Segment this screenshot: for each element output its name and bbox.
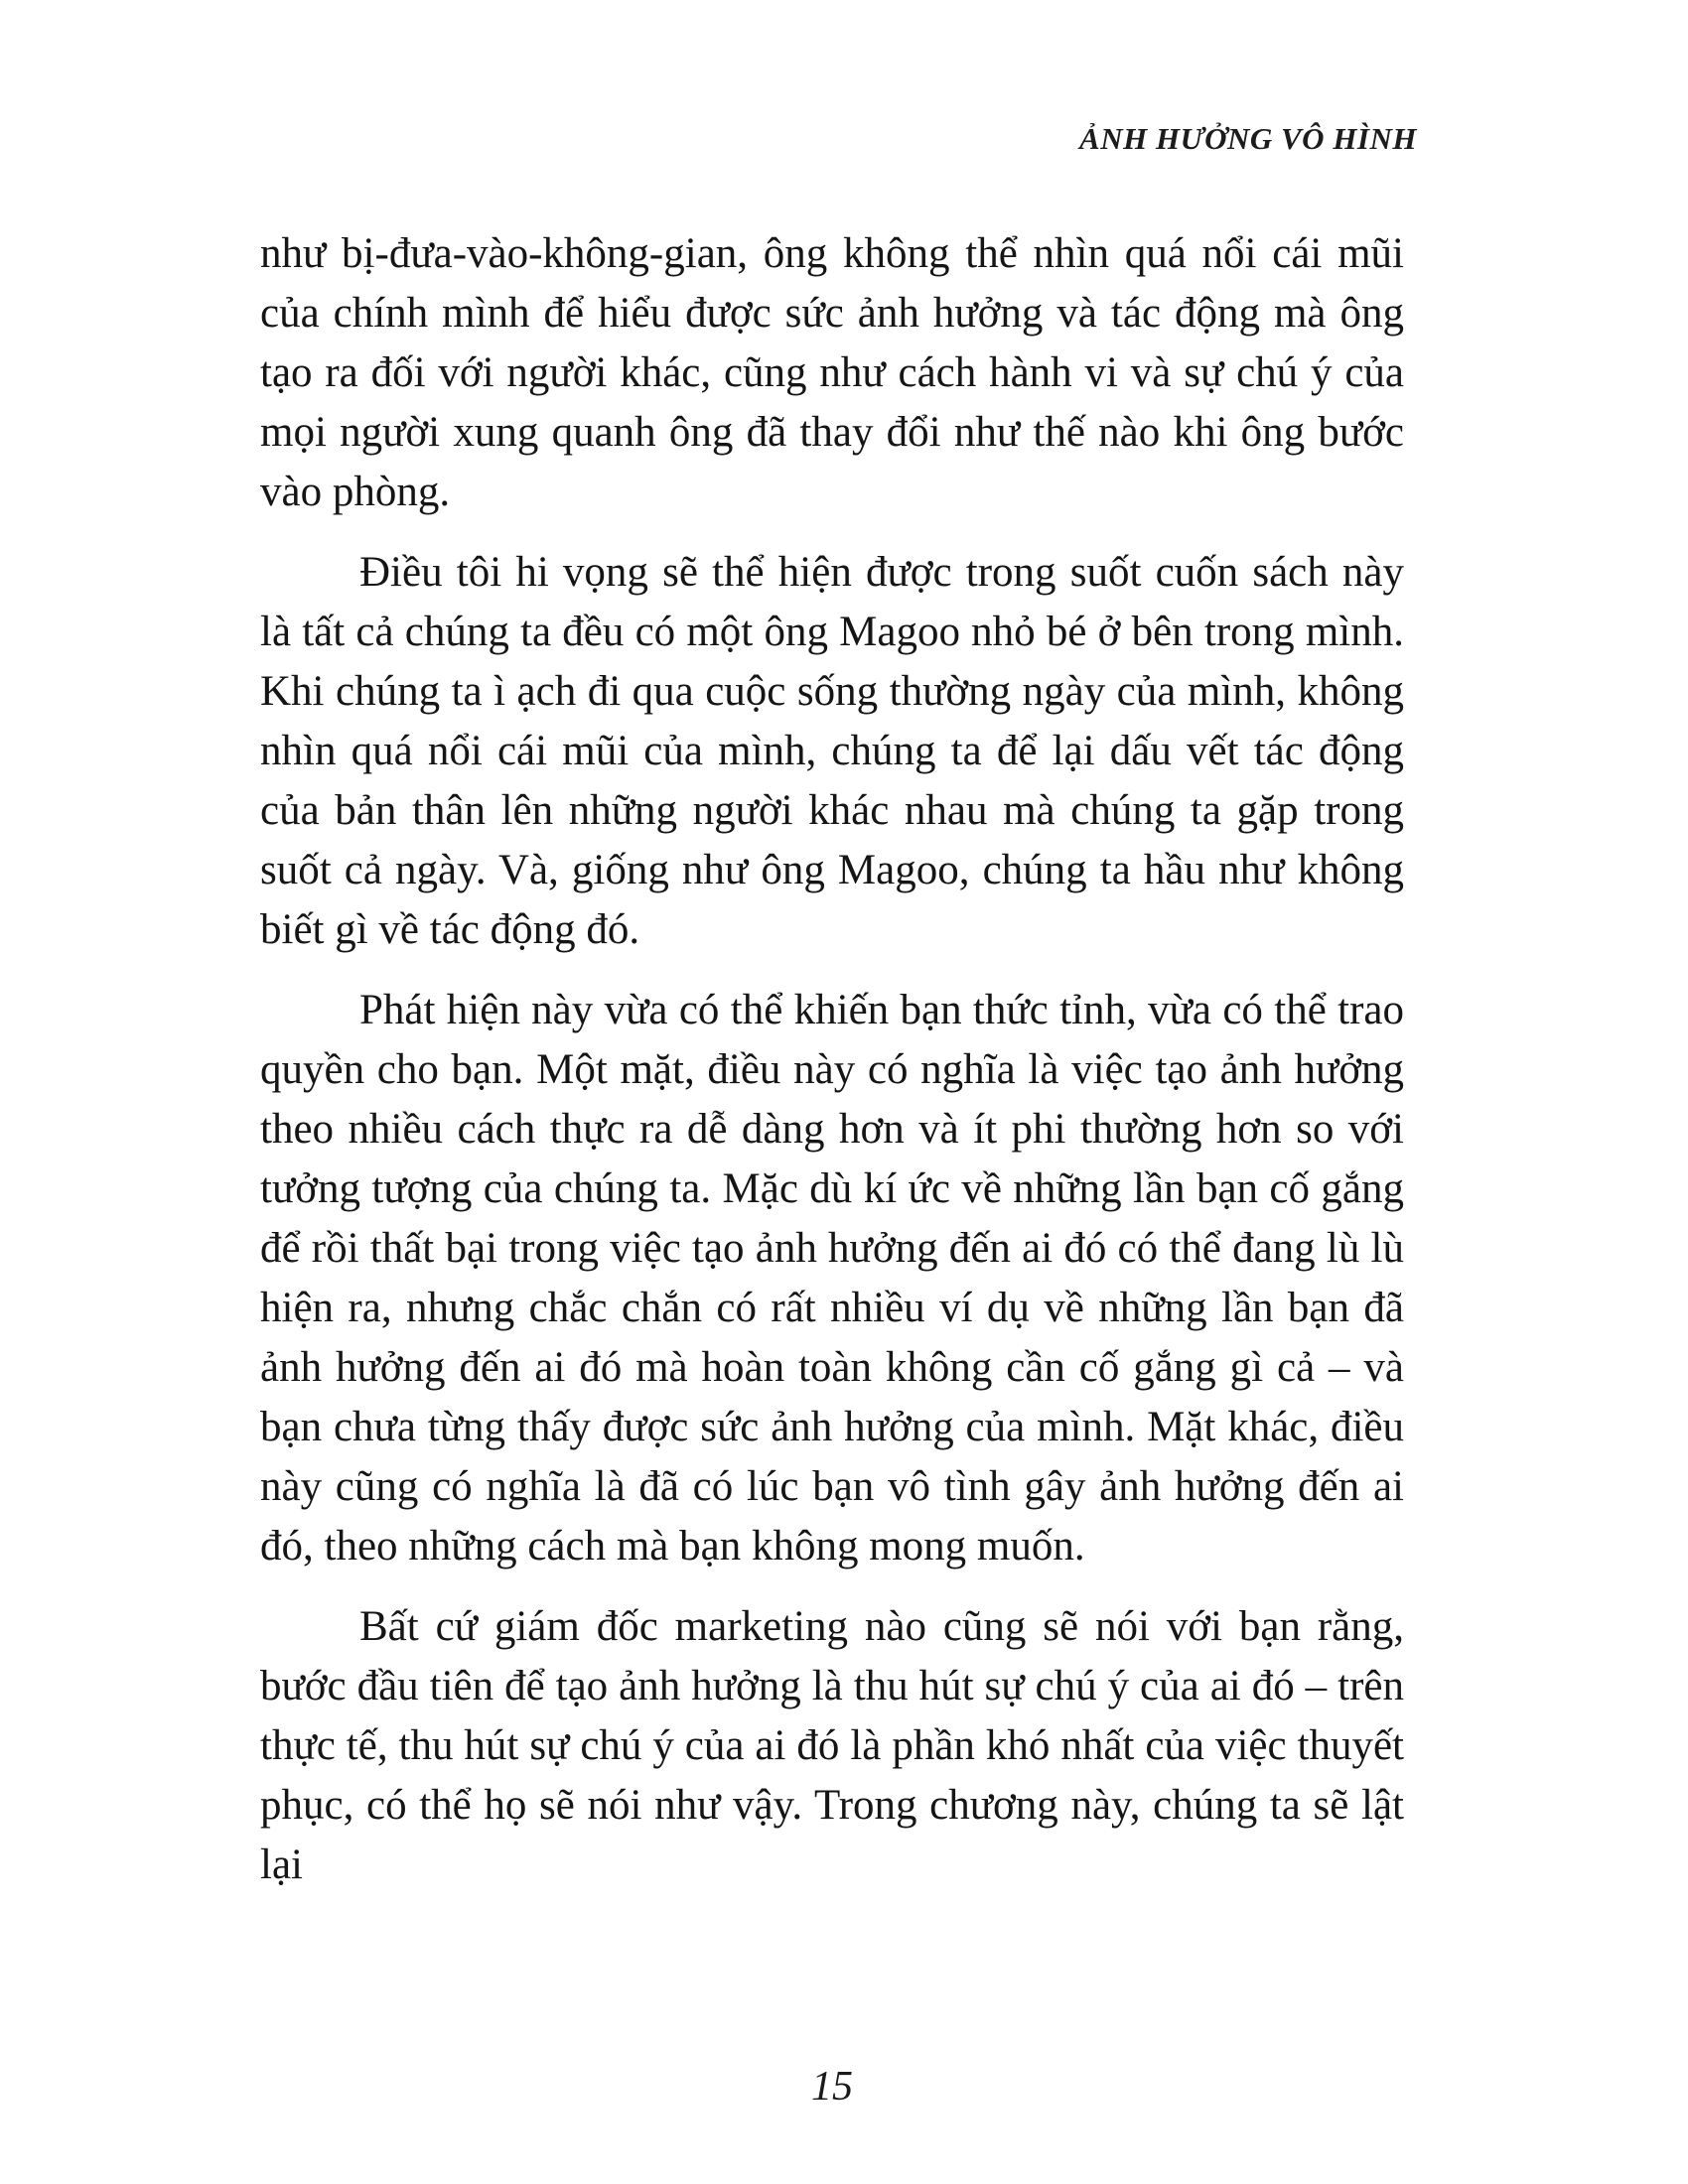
running-header: ẢNH HƯỞNG VÔ HÌNH [1079,121,1417,156]
paragraphs [260,224,1404,1916]
paragraph: như bị-đưa-vào-không-gian, ông không thể nhìn quá nổi cái mũi của chính mình để hiểu được sức ảnh hưởng và tác động mà ông tạo ra đối với người khác, cũng như cách hành vi và sự chú ý của mọi người xung quanh ông đã thay đổi như thế nào khi ông bước vào phòng. [260,230,1404,515]
paragraph: Điều tôi hi vọng sẽ thể hiện được trong suốt cuốn sách này là tất cả chúng ta đều có một ông Magoo nhỏ bé ở bên trong mình. Khi chúng ta ì ạch đi qua cuộc sống thường ngày của mình, không nhìn quá nổi cái mũi của mình, chúng ta để lại dấu vết tác động của bản thân lên những người khác nhau mà chúng ta gặp trong suốt cả ngày. Và, giống như ông Magoo, chúng ta hầu như không biết gì về tác động đó. [260,549,1404,953]
paragraph: Phát hiện này vừa có thể khiến bạn thức tỉnh, vừa có thể trao quyền cho bạn. Một mặt, điều này có nghĩa là việc tạo ảnh hưởng theo nhiều cách thực ra dễ dàng hơn và ít phi thường hơn so với tưởng tượng của chúng ta. Mặc dù kí ức về những lần bạn cố gắng để rồi thất bại trong việc tạo ảnh hưởng đến ai đó có thể đang lù lù hiện ra, nhưng chắc chắn có rất nhiều ví dụ về những lần bạn đã ảnh hưởng đến ai đó mà hoàn toàn không cần cố gắng gì cả – và bạn chưa từng thấy được sức ảnh hưởng của mình. Mặt khác, điều này cũng có nghĩa là đã có lúc bạn vô tình gây ảnh hưởng đến ai đó, theo những cách mà bạn không mong muốn. [260,987,1404,1570]
paragraph: Bất cứ giám đốc marketing nào cũng sẽ nói với bạn rằng, bước đầu tiên để tạo ảnh hưởng là thu hút sự chú ý của ai đó – trên thực tế, thu hút sự chú ý của ai đó là phần khó nhất của việc thuyết phục, có thể họ sẽ nói như vậy. Trong chương này, chúng ta sẽ lật lại [260,1603,1404,1888]
page-number: 15 [811,2064,853,2110]
